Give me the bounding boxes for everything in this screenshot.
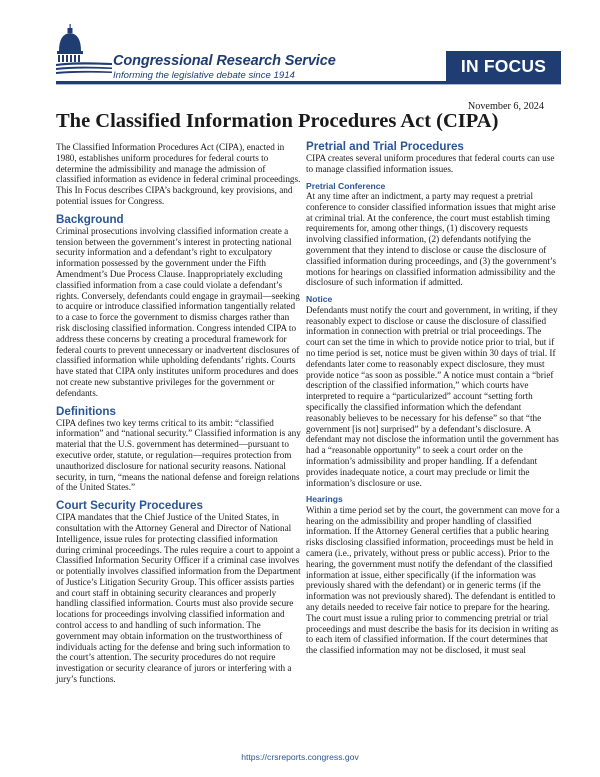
footer-url[interactable]: https://crsreports.congress.gov [241, 752, 359, 762]
publication-date: November 6, 2024 [467, 101, 544, 112]
background-paragraph: Criminal prosecutions involving classified information create a tension between the government’s interest in protecting national security information and a defendant’s right to exculpatory information possessed by the government under the Fifth Amendment’s Due Process Clause. Inappropriately excluding classified information from a case could violate a defendant’s rights. Conversely, defendants could engage in graymail—seeking to acquire or introduce classified information tangentially related to a case to force the government to dismiss charges rather than risk disclosing classified information. Congress intended CIPA to address these concerns by creating a procedural framework for federal courts to prevent unnecessary or inadvertent disclosures of classified information while upholding defendants’ rights. Courts have stated that CIPA only institutes uniform procedures and does not create new substantive privileges for the government or defendants. [56, 225, 300, 398]
section-heading-pretrial: Pretrial and Trial Procedures [306, 140, 464, 153]
court-security-paragraph: CIPA mandates that the Chief Justice of the United States, in consultation with the Attorney General and Director of National Intelligence, issue rules for protecting classified information during criminal proceedings. The rules require a court to appoint a Classified Information Security Officer if a criminal case involves or potentially involves classified information from the Department of Justice’s Litigation Security Group. This officer assists parties and court staff in obtaining security clearances and properly handling classified information. Courts must also provide secure locations for proceedings involving classified information and control access to and handling of such information. The government may obtain information on the trustworthiness of individuals acting for the defense and bring such information to the court’s attention. The security procedures do not require investigation or security clearance of jurors or interfering with a jury’s functions. [56, 512, 301, 685]
intro-paragraph: The Classified Information Procedures Act (CIPA), enacted in 1980, establishes uniform procedures for federal courts to determine the admissibility and manage the admission of classified information as evidence in federal criminal proceedings. This In Focus describes CIPA’s background, key provisions, and potential issues for Congress. [56, 142, 301, 206]
section-heading-court-security: Court Security Procedures [56, 499, 203, 513]
capitol-dome-icon [56, 24, 112, 78]
right-column [306, 140, 561, 656]
subheading-hearings: Hearings [306, 494, 343, 505]
definitions-paragraph: CIPA defines two key terms critical to its ambit: “classified information” and “national security.” Classified information is any material that the U.S. government has determined—pursuant to executive order, statute, or regulation—requires protection from unauthorized disclosure for national security reasons. National security, in turn, “means the national defense and foreign relations of the United States.” [56, 417, 301, 493]
pretrial-paragraph: CIPA creates several uniform procedures that federal courts can use to manage classified information issues. [306, 153, 555, 174]
document-title: The Classified Information Procedures Act (CIPA) [56, 110, 499, 132]
subheading-notice: Notice [306, 294, 333, 305]
notice-paragraph: Defendants must notify the court and government, in writing, if they reasonably expect to disclose or cause the disclosure of classified information in connection with pretrial or trial proceedings. The court can set the time in which to provide notice prior to trial, but if no time period is set, notice must be given within 30 days of trial. If defendants later come to reasonably expect disclosure, they must provide notice “as soon as possible.” A notice must contain a “brief description of the classified information,” which courts have interpreted to require a “particularized” account “setting forth specifically the classified information which the defendant reasonably believes to be necessary for his defense” so that “the government [is not] surprised” by a defendant’s disclosure. A defendant may not disclose the information until the government has had a “reasonable opportunity” to seek a court order on the information’s admissibility and proper handling. If a defendant provides inadequate notice, a court may preclude or limit the information’s disclosure or use. [306, 304, 559, 488]
organization-name: Congressional Research Service [113, 53, 336, 69]
organization-tagline: Informing the legislative debate since 1914 [113, 70, 295, 81]
report-header [0, 0, 600, 92]
section-heading-background: Background [56, 212, 124, 226]
section-heading-definitions: Definitions [56, 404, 116, 418]
series-badge: IN FOCUS [446, 51, 561, 81]
hearings-paragraph: Within a time period set by the court, the government can move for a hearing on the admissibility and proper handling of classified information. If the Attorney General certifies that a public hearing risks disclosing classified information, proceedings must be held in camera (i.e., privately, without press or public access). Prior to the hearing, the government must notify the defendant of the classified information at issue, either specifically (if the information was previously shared with the defendant) or in generic terms (if the information was not previously shared). The defendant is entitled to any details needed to receive fair notice to prepare for the hearing. The court must issue a ruling prior to commencing pretrial or trial proceedings and must describe the basis for its decision in writing as to each item of classified information. If the court determines that the classified information may not be disclosed, it must seal [306, 504, 560, 656]
conference-paragraph: At any time after an indictment, a party may request a pretrial conference to consider classified information issues that might arise at criminal trial. At the conference, the court must establish timing requirements for, among other things, (1) discovery requests involving classified information, (2) defendants notifying the government that they intend to disclose or cause the disclosure of classified information during proceedings, and (3) the government’s motions for hearings on classified information admissibility and the disclosure of such information if admitted. [306, 191, 557, 288]
header-rule-thin [56, 84, 561, 85]
left-column [56, 142, 301, 685]
subheading-pretrial-conference: Pretrial Conference [306, 180, 386, 191]
